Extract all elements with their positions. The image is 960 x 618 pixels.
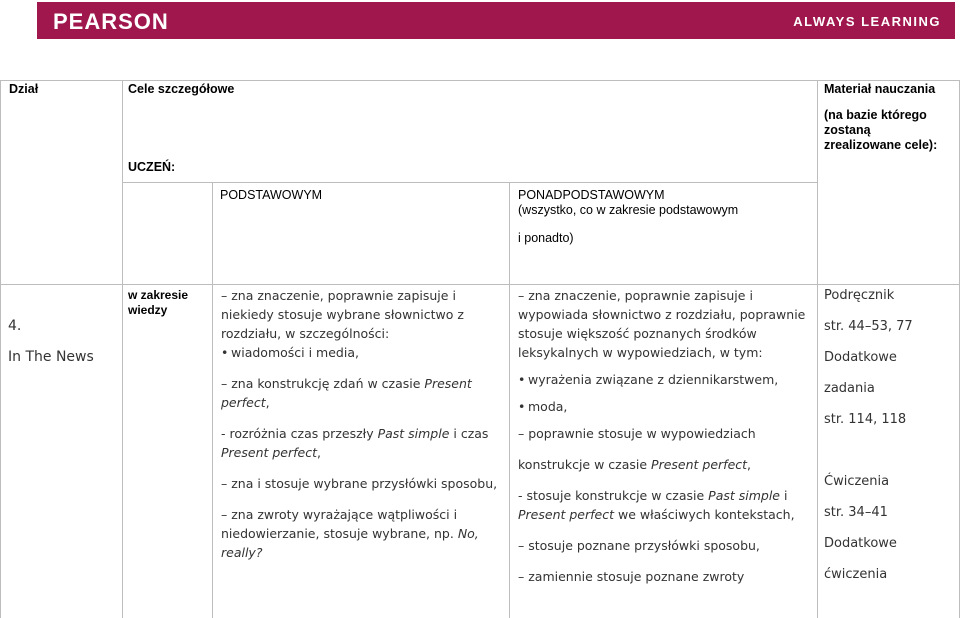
material-item: Ćwiczenia xyxy=(824,474,890,489)
header-ponad-note-2: i ponadto) xyxy=(518,231,574,245)
header-cele: Cele szczegółowe xyxy=(128,82,235,96)
basic-item: – zna konstrukcję zdań w czasie Present perfect, xyxy=(221,376,472,410)
advanced-item: konstrukcje w czasie Present perfect, xyxy=(518,457,752,472)
bullet-icon: • xyxy=(518,372,526,387)
table-line xyxy=(122,182,817,183)
table-line xyxy=(0,284,960,285)
advanced-item: – zna znaczenie, poprawnie zapisuje i wypowiada słownictwo z rozdziału, poprawnie stosuje większość poznanych środków leksykalnych w wypowiedziach, w tym: xyxy=(518,288,806,360)
table-line xyxy=(817,80,818,618)
basic-item: – zna zwroty wyrażające wątpliwości i niedowierzanie, stosuje wybrane, np. No, really? xyxy=(221,507,479,560)
material-item: ćwiczenia xyxy=(824,567,888,582)
material-item: zadania xyxy=(824,381,875,396)
header-material-note: (na bazie którego zostaną zrealizowane cele): xyxy=(824,108,938,152)
advanced-item: – zamiennie stosuje poznane zwroty xyxy=(518,569,745,584)
material-item: Dodatkowe xyxy=(824,536,897,551)
bullet-icon: • xyxy=(518,399,526,414)
basic-requirements xyxy=(221,286,503,562)
header-dzial: Dział xyxy=(9,82,39,96)
table-line xyxy=(122,80,123,618)
advanced-subitem: • moda, xyxy=(518,399,568,414)
table-line xyxy=(0,80,1,618)
advanced-item: - stosuje konstrukcje w czasie Past simple i Present perfect we właściwych kontekstach, xyxy=(518,488,795,522)
zakres-label: w zakresie wiedzy xyxy=(128,288,189,317)
header-podstawowym: PODSTAWOWYM xyxy=(220,188,323,202)
basic-item: - rozróżnia czas przeszły Past simple i czas Present perfect, xyxy=(221,426,489,460)
dzial-number: 4. xyxy=(8,318,22,334)
header-ponadpodstawowym: PONADPODSTAWOWYM xyxy=(518,188,665,202)
brand-logo: PEARSON xyxy=(53,9,169,34)
material-item: Dodatkowe xyxy=(824,350,897,365)
header-uczen: UCZEŃ: xyxy=(128,160,176,174)
basic-item: – zna i stosuje wybrane przysłówki sposobu, xyxy=(221,476,498,491)
basic-item: – zna znaczenie, poprawnie zapisuje i niekiedy stosuje wybrane słownictwo z rozdziału, w szczególności: xyxy=(221,288,464,341)
table-line xyxy=(509,182,510,618)
material-item: str. 34–41 xyxy=(824,505,888,520)
table-line xyxy=(0,80,960,81)
advanced-item: – stosuje poznane przysłówki sposobu, xyxy=(518,538,760,553)
advanced-subitem: • wyrażenia związane z dziennikarstwem, xyxy=(518,372,779,387)
material-list xyxy=(824,280,956,590)
header-ponad-note-1: (wszystko, co w zakresie podstawowym xyxy=(518,203,739,217)
advanced-requirements xyxy=(518,286,810,586)
material-item: Podręcznik xyxy=(824,288,895,303)
bullet-icon: • xyxy=(221,345,229,360)
material-item: str. 114, 118 xyxy=(824,412,907,427)
brand-tagline: ALWAYS LEARNING xyxy=(793,14,941,29)
table-line xyxy=(212,182,213,618)
advanced-item: – poprawnie stosuje w wypowiedziach xyxy=(518,426,756,441)
basic-subitem: • wiadomości i media, xyxy=(221,345,359,360)
header-material: Materiał nauczania xyxy=(824,82,936,96)
dzial-title: In The News xyxy=(8,349,94,365)
material-item: str. 44–53, 77 xyxy=(824,319,913,334)
